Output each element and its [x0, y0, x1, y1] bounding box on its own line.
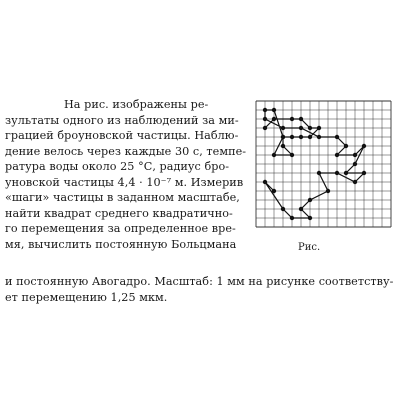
trajectory-point: [299, 207, 303, 211]
trajectory-point: [272, 153, 276, 157]
trajectory-point: [263, 126, 267, 130]
trajectory-point: [308, 126, 312, 130]
trajectory-point: [281, 135, 285, 139]
trajectory-point: [290, 135, 294, 139]
trajectory-point: [317, 171, 321, 175]
trajectory-point: [335, 153, 339, 157]
trajectory-point: [308, 216, 312, 220]
text-line-11: и постоянную Авогадро. Масштаб: 1 мм на рисунке соответству-: [5, 275, 394, 288]
text-line-10: мя, вычислить постоянную Больцмана: [5, 238, 237, 251]
trajectory-point: [326, 189, 330, 193]
trajectory-point: [362, 144, 366, 148]
trajectory-point: [281, 144, 285, 148]
trajectory-point: [335, 171, 339, 175]
brownian-trajectory-figure: [254, 99, 394, 231]
trajectory-point: [308, 198, 312, 202]
trajectory-point: [290, 216, 294, 220]
trajectory-point: [263, 108, 267, 112]
text-line-1: На рис. изображены ре-: [64, 98, 209, 111]
text-line-12: ет перемещению 1,25 мкм.: [5, 291, 168, 304]
trajectory-point: [362, 171, 366, 175]
trajectory-point: [353, 153, 357, 157]
trajectory-point: [281, 207, 285, 211]
trajectory-point: [344, 144, 348, 148]
text-line-9: го перемещения за определенное вре-: [5, 222, 236, 235]
trajectory-point: [353, 162, 357, 166]
text-line-3: грацией броуновской частицы. Наблю-: [5, 129, 239, 142]
trajectory-point: [317, 126, 321, 130]
trajectory-point: [353, 180, 357, 184]
trajectory-point: [344, 171, 348, 175]
trajectory-point: [335, 135, 339, 139]
trajectory-point: [263, 180, 267, 184]
trajectory-point: [299, 135, 303, 139]
text-line-4: дение велось через каждые 30 с, темпе-: [5, 145, 247, 158]
text-line-2: зультаты одного из наблюдений за ми-: [5, 114, 239, 127]
text-line-6: уновской частицы 4,4 · 10⁻⁷ м. Измерив: [5, 176, 244, 189]
text-line-7: «шаги» частицы в заданном масштабе,: [5, 191, 240, 204]
text-line-5: ратура воды около 25 °С, радиус бро-: [5, 160, 230, 173]
text-line-8: найти квадрат среднего квадратично-: [5, 207, 233, 220]
grid: [256, 101, 391, 227]
trajectory-point: [299, 117, 303, 121]
trajectory-point: [272, 108, 276, 112]
trajectory-point: [281, 126, 285, 130]
figure-caption: Рис.: [298, 242, 321, 253]
trajectory-point: [299, 126, 303, 130]
trajectory-point: [308, 135, 312, 139]
trajectory-point: [317, 135, 321, 139]
trajectory-point: [290, 117, 294, 121]
trajectory-point: [263, 117, 267, 121]
trajectory-point: [272, 117, 276, 121]
trajectory-point: [290, 153, 294, 157]
trajectory-point: [272, 189, 276, 193]
